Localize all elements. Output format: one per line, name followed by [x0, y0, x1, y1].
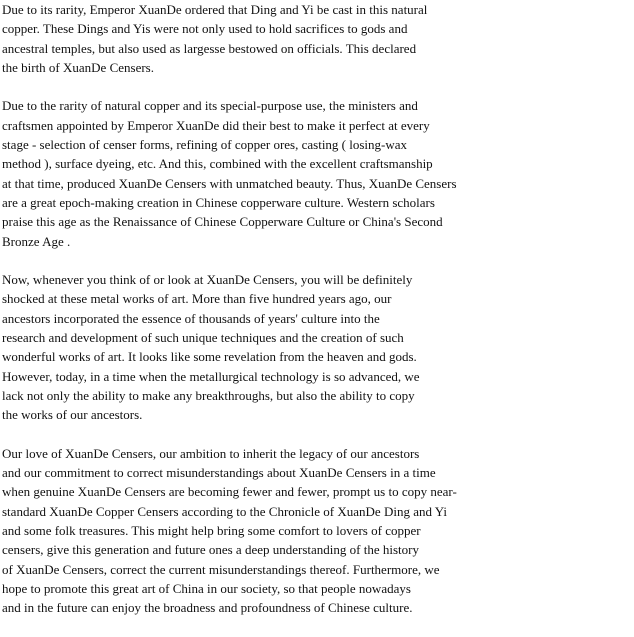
text-line: lack not only the ability to make any breakthroughs, but also the ability to copy	[2, 387, 415, 403]
text-line: standard XuanDe Copper Censers according to the Chronicle of XuanDe Ding and Yi	[2, 503, 448, 519]
text-line: method ), surface dyeing, etc. And this, combined with the excellent craftsmanship	[2, 156, 433, 172]
text-line: the birth of XuanDe Censers.	[2, 59, 154, 75]
text-line: Now, whenever you think of or look at XuanDe Censers, you will be definitely	[2, 272, 413, 288]
text-line: ancestors incorporated the essence of thousands of years' culture into the	[2, 310, 380, 326]
text-line: of XuanDe Censers, correct the current misunderstandings thereof. Furthermore, we	[2, 561, 440, 577]
text-line: research and development of such unique techniques and the creation of such	[2, 330, 404, 346]
text-line: the works of our ancestors.	[2, 407, 143, 423]
text-line: are a great epoch-making creation in Chinese copperware culture. Western scholars	[2, 194, 435, 210]
text-line: hope to promote this great art of China in our society, so that people nowadays	[2, 580, 411, 596]
text-line: copper. These Dings and Yis were not only used to hold sacrifices to gods and	[2, 21, 408, 37]
text-line: Our love of XuanDe Censers, our ambition to inherit the legacy of our ancestors	[2, 445, 420, 461]
text-line: praise this age as the Renaissance of Chinese Copperware Culture or China's Second	[2, 214, 443, 230]
text-line: However, today, in a time when the metallurgical technology is so advanced, we	[2, 368, 420, 384]
text-line: at that time, produced XuanDe Censers with unmatched beauty. Thus, XuanDe Censers	[2, 175, 457, 191]
paragraph-3	[2, 270, 634, 424]
text-line: Bronze Age .	[2, 233, 71, 249]
text-line: when genuine XuanDe Censers are becoming fewer and fewer, prompt us to copy near-	[2, 484, 457, 500]
text-line: wonderful works of art. It looks like some revelation from the heaven and gods.	[2, 349, 417, 365]
text-line: Due to the rarity of natural copper and its special-purpose use, the ministers and	[2, 98, 418, 114]
text-line: shocked at these metal works of art. More than five hundred years ago, our	[2, 291, 392, 307]
text-line: Due to its rarity, Emperor XuanDe ordered that Ding and Yi be cast in this natural	[2, 2, 428, 17]
paragraph-1	[2, 0, 634, 77]
text-line: craftsmen appointed by Emperor XuanDe did their best to make it perfect at every	[2, 117, 430, 133]
paragraph-4	[2, 444, 634, 618]
document-body	[2, 0, 634, 637]
text-line: ancestral temples, but also used as largesse bestowed on officials. This declared	[2, 40, 417, 56]
text-line: and in the future can enjoy the broadness and profoundness of Chinese culture.	[2, 600, 413, 616]
text-line: censers, give this generation and future ones a deep understanding of the history	[2, 542, 419, 558]
text-line: stage - selection of censer forms, refining of copper ores, casting ( losing-wax	[2, 137, 408, 153]
paragraph-2	[2, 96, 634, 250]
text-line: and our commitment to correct misunderstandings about XuanDe Censers in a time	[2, 465, 436, 481]
text-line: and some folk treasures. This might help bring some comfort to lovers of copper	[2, 523, 421, 539]
